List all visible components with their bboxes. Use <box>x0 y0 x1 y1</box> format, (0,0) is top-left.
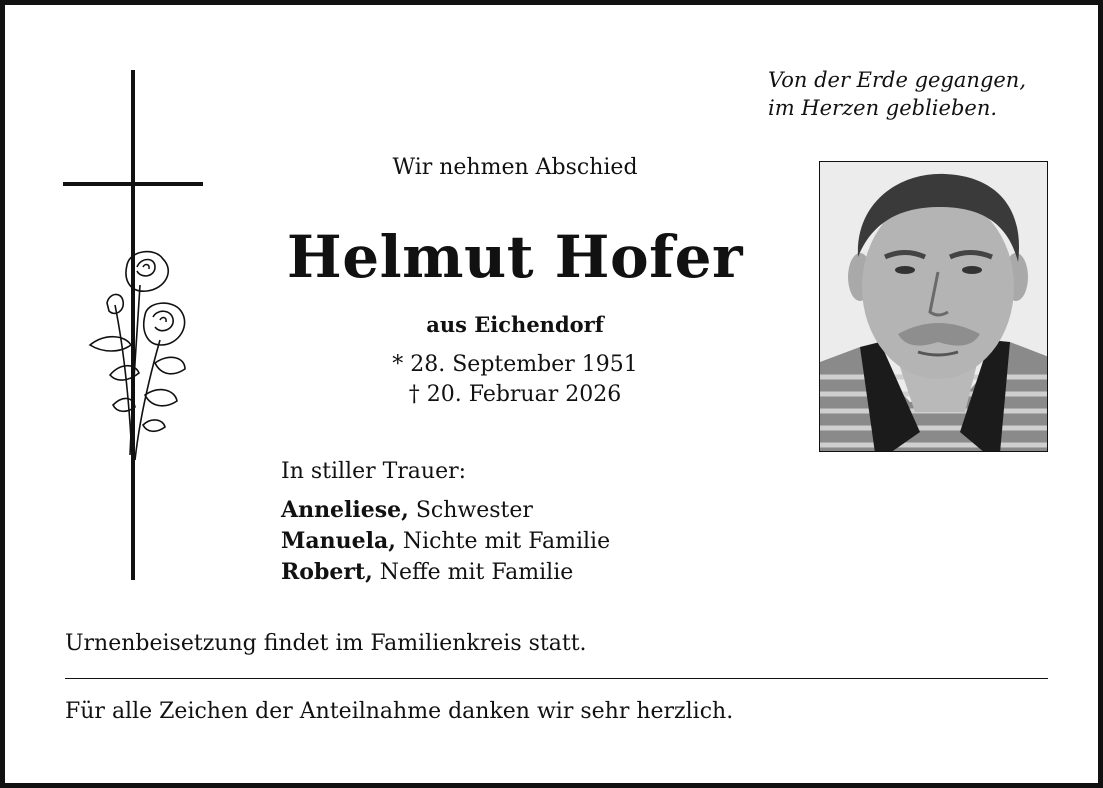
roses-icon <box>85 245 195 470</box>
mourner-row <box>281 495 781 526</box>
mourning-heading: In stiller Trauer: <box>281 459 467 484</box>
burial-note: Urnenbeisetzung findet im Familienkreis statt. <box>65 631 587 656</box>
intro-text: Wir nehmen Abschied <box>392 155 638 180</box>
death-date: † 20. Februar 2026 <box>408 382 622 407</box>
thanks-note: Für alle Zeichen der Anteilnahme danken wir sehr herzlich. <box>65 699 734 724</box>
mourner-relation: Nichte mit Familie <box>402 529 611 554</box>
mourner-name: Robert, <box>281 559 373 585</box>
motto-line-1: Von der Erde gegangen, <box>768 68 1027 92</box>
divider <box>65 678 1048 679</box>
deceased-origin: aus Eichendorf <box>426 312 604 337</box>
birth-date: * 28. September 1951 <box>392 352 638 377</box>
mourners-list <box>281 495 781 588</box>
deceased-name: Helmut Hofer <box>286 223 744 291</box>
portrait-photo <box>819 161 1048 452</box>
mourner-name: Manuela, <box>281 528 396 554</box>
motto-line-2: im Herzen geblieben. <box>768 96 998 120</box>
portrait-image <box>820 162 1048 452</box>
motto <box>768 66 1088 122</box>
cross-bar <box>63 182 203 186</box>
mourner-relation: Neffe mit Familie <box>379 560 574 585</box>
mourner-row <box>281 526 781 557</box>
mourner-row <box>281 557 781 588</box>
mourner-name: Anneliese, <box>281 497 409 523</box>
life-dates <box>315 350 715 410</box>
mourner-relation: Schwester <box>415 498 533 523</box>
